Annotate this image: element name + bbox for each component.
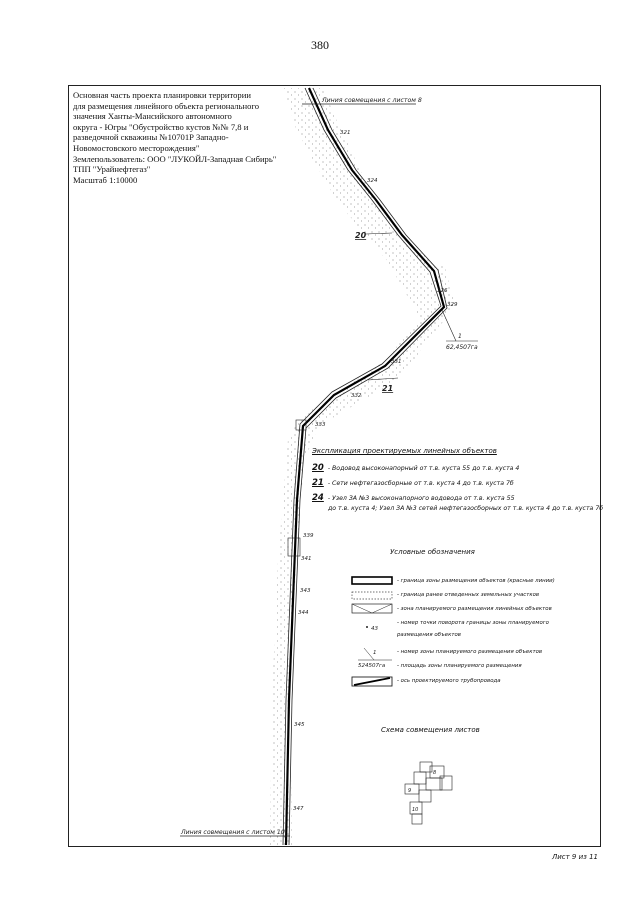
point-label: 329 xyxy=(447,302,458,308)
legend-text: размещения объектов xyxy=(397,632,461,638)
route-label-20: 20 xyxy=(355,231,367,240)
legend-zone-number-sample: 1 xyxy=(373,650,377,656)
explication xyxy=(312,447,603,517)
legend-title: Условные обозначения xyxy=(390,548,475,556)
scheme-sheet-10: 10 xyxy=(412,807,419,813)
legend-text: - зона планируемого размещения линейных объектов xyxy=(397,606,552,612)
point-label: 331 xyxy=(391,359,402,365)
point-label: 326 xyxy=(437,288,448,294)
explication-num: 24 xyxy=(312,493,324,503)
legend-red-line-icon xyxy=(352,577,392,584)
sheet-scheme xyxy=(405,762,452,824)
point-label: 321 xyxy=(340,130,351,136)
landowner-line: Землепользователь: ООО "ЛУКОЙЛ-Западная Сибирь" xyxy=(73,153,277,164)
explication-row xyxy=(312,478,603,488)
legend-dotted-boundary-icon xyxy=(352,592,392,599)
legend-text: - граница зоны размещения объектов (красные линии) xyxy=(397,578,555,584)
title-line: Новомостовского месторождения" xyxy=(73,142,200,153)
legend-text: - ось проектируемого трубопровода xyxy=(397,678,501,684)
title-line: значения Ханты-Мансийского автономного xyxy=(73,111,232,122)
explication-continuation: до т.в. куста 4; Узел ЗА №3 сетей нефтегазосборных от т.в. куста 4 до т.в. куста 7б xyxy=(328,505,604,512)
legend-text: - номер точки поворота границы зоны планируемого xyxy=(397,620,549,626)
point-label: 333 xyxy=(315,422,326,428)
page-number: 380 xyxy=(311,38,329,52)
legend-turning-point-icon xyxy=(366,626,368,628)
explication-row xyxy=(312,493,603,503)
title-line: округа - Югры "Обустройство кустов №№ 7,8 и xyxy=(73,121,249,132)
match-line-bottom-label: Линия совмещения с листом 10 xyxy=(181,829,285,836)
explication-text: - Узел ЗА №3 высоконапорного водовода от т.в. куста 55 xyxy=(327,495,515,502)
title-line: для размещения линейного объекта регионального xyxy=(73,100,260,111)
explication-text: - Водовод высоконапорный от т.в. куста 55 до т.в. куста 4 xyxy=(327,465,520,472)
scheme-title: Схема совмещения листов xyxy=(381,726,480,734)
legend-text: - площадь зоны планируемого размещения xyxy=(397,663,522,669)
route-label-21: 21 xyxy=(382,384,394,393)
legend-pipeline-axis-icon xyxy=(352,677,392,686)
title-line: Основная часть проекта планировки территории xyxy=(73,90,251,100)
tpp-line: ТПП "Урайнефтегаз" xyxy=(73,164,151,175)
point-label: 324 xyxy=(367,178,378,184)
explication-text: - Сети нефтегазосборные от т.в. куста 4 до т.в. куста 7б xyxy=(327,480,514,487)
zone-leader xyxy=(442,310,456,341)
sheet-label: Лист 9 из 11 xyxy=(551,853,598,861)
scheme-sheet-9: 9 xyxy=(408,788,412,794)
legend-zone-area-sample: 524507га xyxy=(358,663,386,669)
point-label: 343 xyxy=(300,588,311,594)
scale-line: Масштаб 1:10000 xyxy=(73,174,138,185)
scheme-sheet-8: 8 xyxy=(433,770,437,776)
point-label: 344 xyxy=(298,610,309,616)
zone-area: 62,4507га xyxy=(446,344,478,351)
title-line: разведочной скважины №10701Р Западно- xyxy=(73,132,229,143)
explication-num: 21 xyxy=(312,478,324,488)
explication-title: Экспликация проектируемых линейных объектов xyxy=(312,447,497,455)
legend-hatched-zone-icon xyxy=(352,604,392,613)
legend-text: - номер зоны планируемого размещения объектов xyxy=(397,649,543,655)
point-label: 332 xyxy=(351,393,362,399)
explication-num: 20 xyxy=(312,463,324,473)
point-label: 341 xyxy=(301,556,312,562)
point-label: 347 xyxy=(293,806,304,812)
legend-turning-point-sample: 43 xyxy=(371,626,378,632)
legend-text: - граница ранее отведенных земельных участков xyxy=(397,592,540,598)
point-label: 339 xyxy=(303,533,314,539)
match-line-top-label: Линия совмещения с листом 8 xyxy=(322,97,422,104)
point-label: 345 xyxy=(294,722,305,728)
zone-number: 1 xyxy=(458,333,462,340)
explication-row xyxy=(312,463,603,473)
